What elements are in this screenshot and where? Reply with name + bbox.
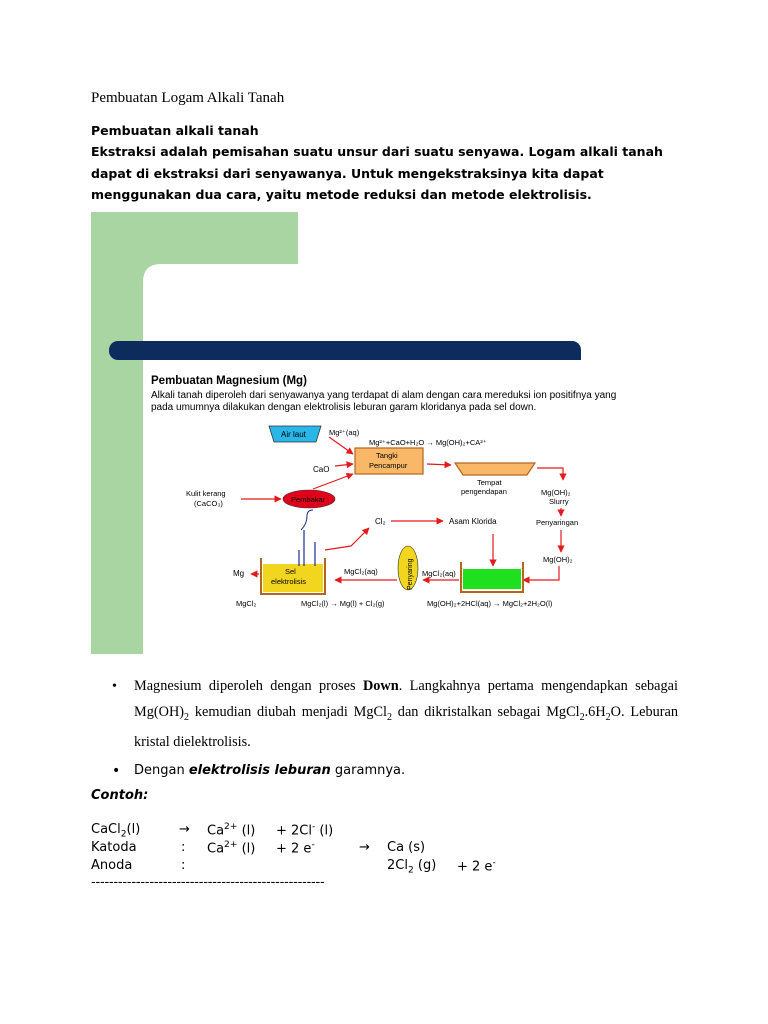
svg-text:MgCl₂(aq): MgCl₂(aq) xyxy=(422,569,456,578)
svg-text:MgCl₂(aq): MgCl₂(aq) xyxy=(344,567,378,576)
svg-text:Pencampur: Pencampur xyxy=(369,461,408,470)
svg-text:Sel: Sel xyxy=(285,567,296,576)
svg-text:Kulit kerang: Kulit kerang xyxy=(186,489,226,498)
svg-text:Mg(OH)₂: Mg(OH)₂ xyxy=(543,555,573,564)
svg-text:Mg²⁺(aq): Mg²⁺(aq) xyxy=(329,428,360,437)
section-heading: Pembuatan alkali tanah xyxy=(91,123,259,138)
svg-text:MgCl₂: MgCl₂ xyxy=(236,599,257,608)
svg-text:Tangki: Tangki xyxy=(376,451,398,460)
svg-text:Penyaring: Penyaring xyxy=(407,558,414,590)
label-air-laut: Air laut xyxy=(281,430,306,439)
settling-tank xyxy=(455,463,535,475)
svg-text:Slurry: Slurry xyxy=(549,497,569,506)
example-label: Contoh: xyxy=(91,788,149,803)
svg-text:Cl₂: Cl₂ xyxy=(375,517,386,526)
bullet-item-electrolysis: • Dengan elektrolisis leburan garamnya. xyxy=(112,763,678,778)
svg-text:Pembakar: Pembakar xyxy=(291,495,326,504)
svg-text:(CaCO₃): (CaCO₃) xyxy=(194,499,223,508)
figure-description: Alkali tanah diperoleh dari senyawanya yang terdapat di alam dengan cara mereduksi ion positifnya yang pada umumnya dilakukan dengan elektrolisis leburan garam kloridanya pada sel down. xyxy=(151,390,617,413)
svg-text:Mg²⁺+CaO+H₂O → Mg(OH)₂+CA²⁺: Mg²⁺+CaO+H₂O → Mg(OH)₂+CA²⁺ xyxy=(369,438,487,447)
svg-text:pengendapan: pengendapan xyxy=(461,487,507,496)
magnesium-process-figure xyxy=(91,212,681,654)
svg-text:Asam Klorida: Asam Klorida xyxy=(449,517,497,526)
svg-text:Tempat: Tempat xyxy=(477,478,502,487)
dashed-divider: ---------------------------------------------------- xyxy=(91,875,325,890)
svg-text:CaO: CaO xyxy=(313,465,330,474)
svg-text:Mg(OH)₂+2HCl(aq) → MgCl₂+2H₂O(: Mg(OH)₂+2HCl(aq) → MgCl₂+2H₂O(l) xyxy=(427,599,553,608)
svg-text:Penyaringan: Penyaringan xyxy=(536,518,579,527)
bullet-item-down-process: • Magnesium diperoleh dengan proses Down. Langkahnya pertama mengendapkan sebagai $Mg(OH)_2$ kemudian diubah menjadi MgCl$_2$ dan dikristalkan sebagai $MgCl_2.6H_2O$. Leburan kristal dielektrolisis. xyxy=(112,674,678,755)
neutralising-tank-fill xyxy=(463,569,521,589)
svg-text:MgCl₂(l) → Mg(l) + Cl₂(g): MgCl₂(l) → Mg(l) + Cl₂(g) xyxy=(301,599,385,608)
svg-text:elektrolisis: elektrolisis xyxy=(271,577,307,586)
figure-title: Pembuatan Magnesium (Mg) xyxy=(151,375,307,387)
bullet-list xyxy=(112,674,678,778)
document-title: Pembuatan Logam Alkali Tanah xyxy=(91,90,285,106)
intro-paragraph: Ekstraksi adalah pemisahan suatu unsur dari suatu senyawa. Logam alkali tanah dapat di ekstraksi dari senyawanya. Untuk mengekstraksinya kita dapat menggunakan dua cara, yaitu metode reduksi dan metode elektrolisis. xyxy=(91,144,663,202)
svg-text:Mg(OH)₂: Mg(OH)₂ xyxy=(541,488,571,497)
svg-text:Mg: Mg xyxy=(233,569,245,578)
